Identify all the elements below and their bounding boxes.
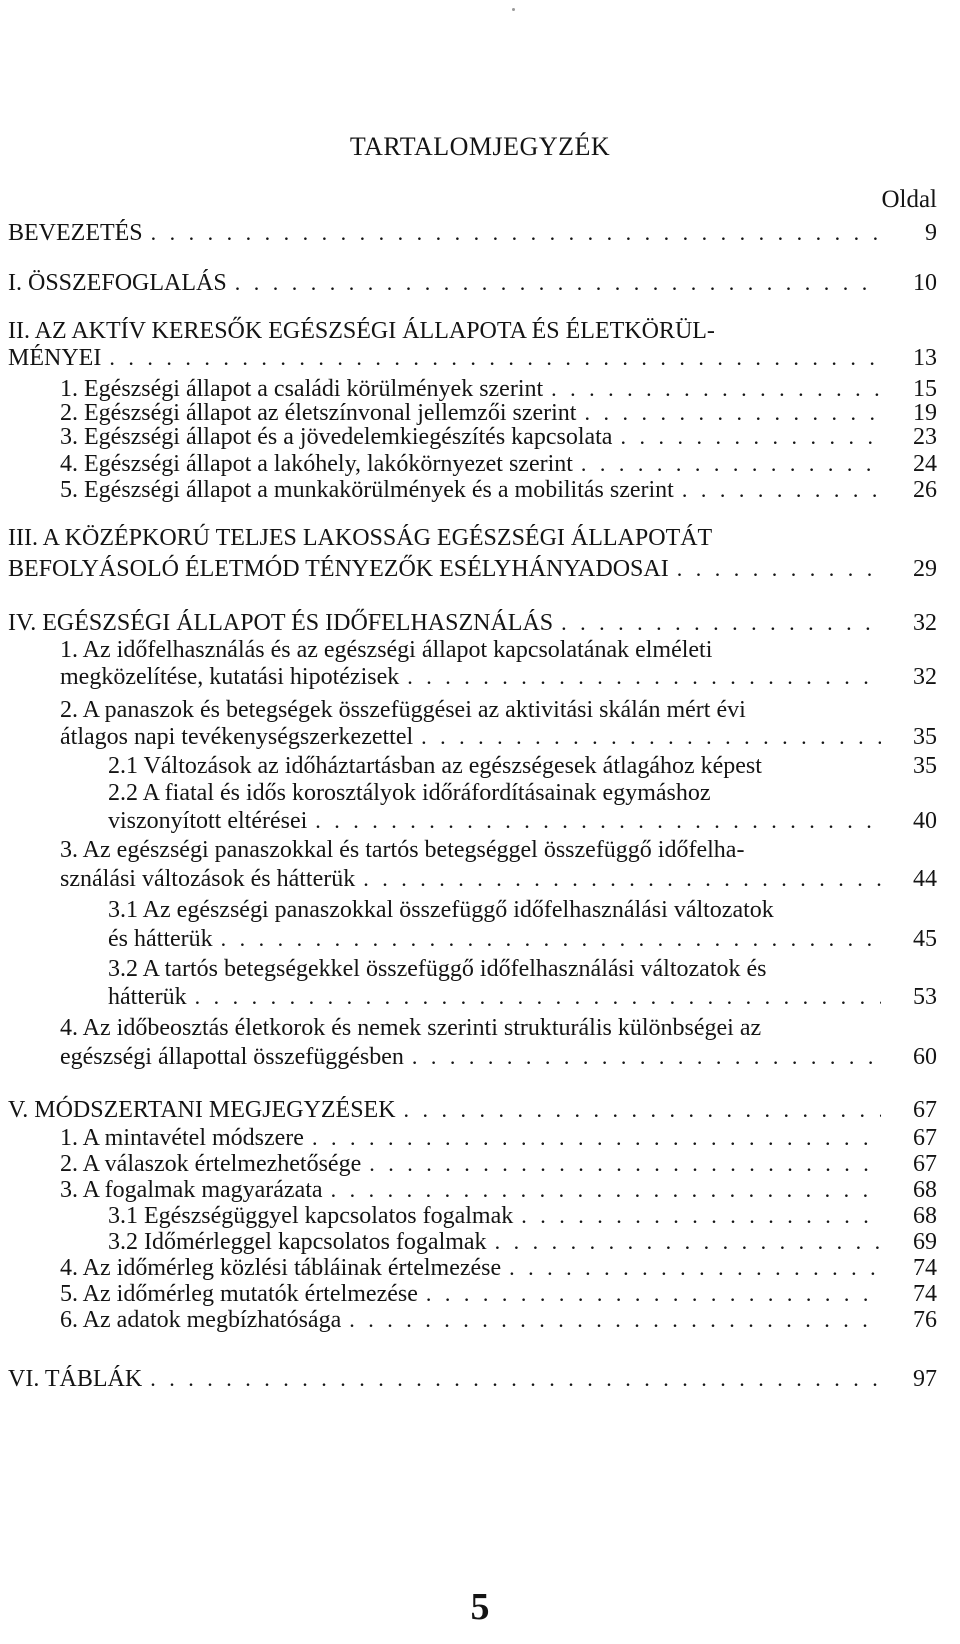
toc-entry-page: 67 <box>913 1151 937 1177</box>
toc-entry-title: 2.1 Változások az időháztartásban az egészségesek átlagához képest <box>108 753 762 779</box>
toc-entry-title: 3.1 Egészségüggyel kapcsolatos fogalmak <box>108 1203 514 1229</box>
dot-leader <box>509 1255 881 1281</box>
toc-entry-page: 45 <box>913 926 937 952</box>
dot-leader <box>349 1307 881 1333</box>
dot-leader <box>495 1229 881 1255</box>
toc-entry-page: 68 <box>913 1203 937 1229</box>
toc-entry-page: 40 <box>913 808 937 834</box>
toc-entry-title-line: 2.2 A fiatal és idős korosztályok időráfordításainak egymáshoz <box>108 780 711 806</box>
dot-leader <box>561 610 881 636</box>
toc-entry-title: hátterük <box>108 984 187 1010</box>
toc-entry-title-line: 2. A panaszok és betegségek összefüggései az aktivitási skálán mért évi <box>60 697 746 723</box>
toc-entry-title: 5. Egészségi állapot a munkakörülmények és a mobilitás szerint <box>60 477 674 503</box>
toc-entry-title: sználási változások és hátterük <box>60 866 356 892</box>
page-title: TARTALOMJEGYZÉK <box>349 132 611 161</box>
toc-entry[interactable] <box>60 424 937 451</box>
dot-leader <box>677 556 881 582</box>
scan-speck <box>512 8 515 11</box>
toc-entry-page: 67 <box>913 1125 937 1151</box>
dot-leader <box>620 424 881 450</box>
toc-entry-page: 19 <box>913 400 937 426</box>
toc-entry-page: 60 <box>913 1044 937 1070</box>
toc-entry-page: 26 <box>913 477 937 503</box>
toc-entry[interactable] <box>8 1097 937 1124</box>
toc-entry-page: 74 <box>913 1255 937 1281</box>
toc-entry-page: 68 <box>913 1177 937 1203</box>
toc-entry-page: 69 <box>913 1229 937 1255</box>
toc-entry-title: átlagos napi tevékenységszerkezettel <box>60 724 414 750</box>
toc-entry-page: 67 <box>913 1097 937 1123</box>
toc-entry[interactable] <box>8 270 937 297</box>
toc-entry-title: VI. TÁBLÁK <box>8 1366 143 1392</box>
dot-leader <box>312 1125 881 1151</box>
toc-entry-page: 44 <box>913 866 937 892</box>
toc-entry-title: 2. A válaszok értelmezhetősége <box>60 1151 362 1177</box>
toc-entry-title-line: 1. Az időfelhasználás és az egészségi állapot kapcsolatának elméleti <box>60 637 713 663</box>
toc-entry-page: 10 <box>913 270 937 296</box>
toc-entry-title: 5. Az időmérleg mutatók értelmezése <box>60 1281 418 1307</box>
toc-entry-title: V. MÓDSZERTANI MEGJEGYZÉSEK <box>8 1097 396 1123</box>
dot-leader <box>426 1281 881 1307</box>
toc-entry[interactable] <box>108 753 937 780</box>
page-number: 5 <box>470 1586 490 1628</box>
toc-entry[interactable] <box>60 1125 937 1152</box>
toc-entry-title: 4. Az időmérleg közlési tábláinak értelmezése <box>60 1255 502 1281</box>
toc-entry[interactable] <box>60 724 937 751</box>
toc-entry[interactable] <box>8 610 937 637</box>
toc-entry[interactable] <box>60 1281 937 1308</box>
toc-entry-page: 32 <box>913 664 937 690</box>
toc-entry-title-line: 3.1 Az egészségi panaszokkal összefüggő időfelhasználási változatok <box>108 897 774 923</box>
toc-entry-page: 9 <box>925 220 937 246</box>
toc-entry[interactable] <box>108 808 937 835</box>
dot-leader <box>331 1177 881 1203</box>
toc-entry[interactable] <box>60 664 937 691</box>
toc-entry-title-line: III. A KÖZÉPKORÚ TELJES LAKOSSÁG EGÉSZSÉGI ÁLLAPOTÁT <box>8 525 713 551</box>
dot-leader <box>584 400 881 426</box>
toc-entry[interactable] <box>8 345 937 372</box>
toc-entry-title: 3. A fogalmak magyarázata <box>60 1177 323 1203</box>
toc-entry-title: I. ÖSSZEFOGLALÁS <box>8 270 227 296</box>
dot-leader <box>407 664 881 690</box>
toc-entry-title: egészségi állapottal összefüggésben <box>60 1044 404 1070</box>
dot-leader <box>235 270 881 296</box>
toc-entry-title: 1. Egészségi állapot a családi körülmények szerint <box>60 376 544 402</box>
toc-entry[interactable] <box>108 926 937 953</box>
toc-entry-title: 2. Egészségi állapot az életszínvonal jellemzői szerint <box>60 400 577 426</box>
toc-entry-title: 3.2 Időmérleggel kapcsolatos fogalmak <box>108 1229 487 1255</box>
toc-entry[interactable] <box>60 451 937 478</box>
dot-leader <box>412 1044 881 1070</box>
toc-entry-page: 15 <box>913 376 937 402</box>
toc-entry[interactable] <box>8 1366 937 1393</box>
dot-leader <box>682 477 881 503</box>
toc-entry-page: 53 <box>913 984 937 1010</box>
toc-entry[interactable] <box>60 1307 937 1334</box>
toc-entry[interactable] <box>60 866 937 893</box>
toc-entry[interactable] <box>60 1255 937 1282</box>
dot-leader <box>109 345 881 371</box>
dot-leader <box>150 1366 881 1392</box>
toc-entry-title-line: 3.2 A tartós betegségekkel összefüggő időfelhasználási változatok és <box>108 956 767 982</box>
toc-entry-title: 1. A mintavétel módszere <box>60 1125 304 1151</box>
toc-entry[interactable] <box>60 477 937 504</box>
dot-leader <box>221 926 881 952</box>
dot-leader <box>421 724 881 750</box>
toc-entry-title: 3. Egészségi állapot és a jövedelemkiegészítés kapcsolata <box>60 424 613 450</box>
toc-entry-page: 74 <box>913 1281 937 1307</box>
toc-entry-title: 4. Egészségi állapot a lakóhely, lakókörnyezet szerint <box>60 451 573 477</box>
toc-entry-title: megközelítése, kutatási hipotézisek <box>60 664 400 690</box>
toc-entry-title: viszonyított eltérései <box>108 808 308 834</box>
toc-entry-title: BEFOLYÁSOLÓ ÉLETMÓD TÉNYEZŐK ESÉLYHÁNYADOSAI <box>8 556 669 582</box>
dot-leader <box>521 1203 881 1229</box>
toc-entry-title: MÉNYEI <box>8 345 102 371</box>
page-column-header: Oldal <box>881 186 937 213</box>
toc-entry[interactable] <box>60 1151 937 1178</box>
toc-entry-page: 97 <box>913 1366 937 1392</box>
toc-entry-page: 76 <box>913 1307 937 1333</box>
toc-entry[interactable] <box>108 1229 937 1256</box>
dot-leader <box>551 376 881 402</box>
toc-entry-page: 32 <box>913 610 937 636</box>
dot-leader <box>581 451 881 477</box>
toc-entry[interactable] <box>8 220 937 247</box>
dot-leader <box>151 220 881 246</box>
dot-leader <box>195 984 881 1010</box>
toc-entry[interactable] <box>8 556 937 583</box>
toc-entry-title: BEVEZETÉS <box>8 220 143 246</box>
toc-entry-page: 35 <box>913 753 937 779</box>
toc-entry-title: és hátterük <box>108 926 213 952</box>
toc-entry[interactable] <box>60 1177 937 1204</box>
toc-entry-title: 6. Az adatok megbízhatósága <box>60 1307 342 1333</box>
toc-entry-title: IV. EGÉSZSÉGI ÁLLAPOT ÉS IDŐFELHASZNÁLÁS <box>8 610 554 636</box>
dot-leader <box>404 1097 881 1123</box>
dot-leader <box>369 1151 881 1177</box>
toc-entry[interactable] <box>60 400 937 427</box>
toc-entry-page: 35 <box>913 724 937 750</box>
toc-entry[interactable] <box>60 1044 937 1071</box>
toc-entry-page: 13 <box>913 345 937 371</box>
dot-leader <box>363 866 881 892</box>
toc-entry-title-line: II. AZ AKTÍV KERESŐK EGÉSZSÉGI ÁLLAPOTA ÉS ÉLETKÖRÜL- <box>8 318 715 344</box>
toc-entry-title-line: 3. Az egészségi panaszokkal és tartós betegséggel összefüggő időfelha- <box>60 837 745 863</box>
dot-leader <box>315 808 881 834</box>
toc-entry[interactable] <box>60 376 937 403</box>
toc-entry-page: 24 <box>913 451 937 477</box>
toc-entry[interactable] <box>108 1203 937 1230</box>
toc-entry-page: 29 <box>913 556 937 582</box>
toc-entry-page: 23 <box>913 424 937 450</box>
toc-entry[interactable] <box>108 984 937 1011</box>
toc-entry-title-line: 4. Az időbeosztás életkorok és nemek szerinti strukturális különbségei az <box>60 1015 762 1041</box>
